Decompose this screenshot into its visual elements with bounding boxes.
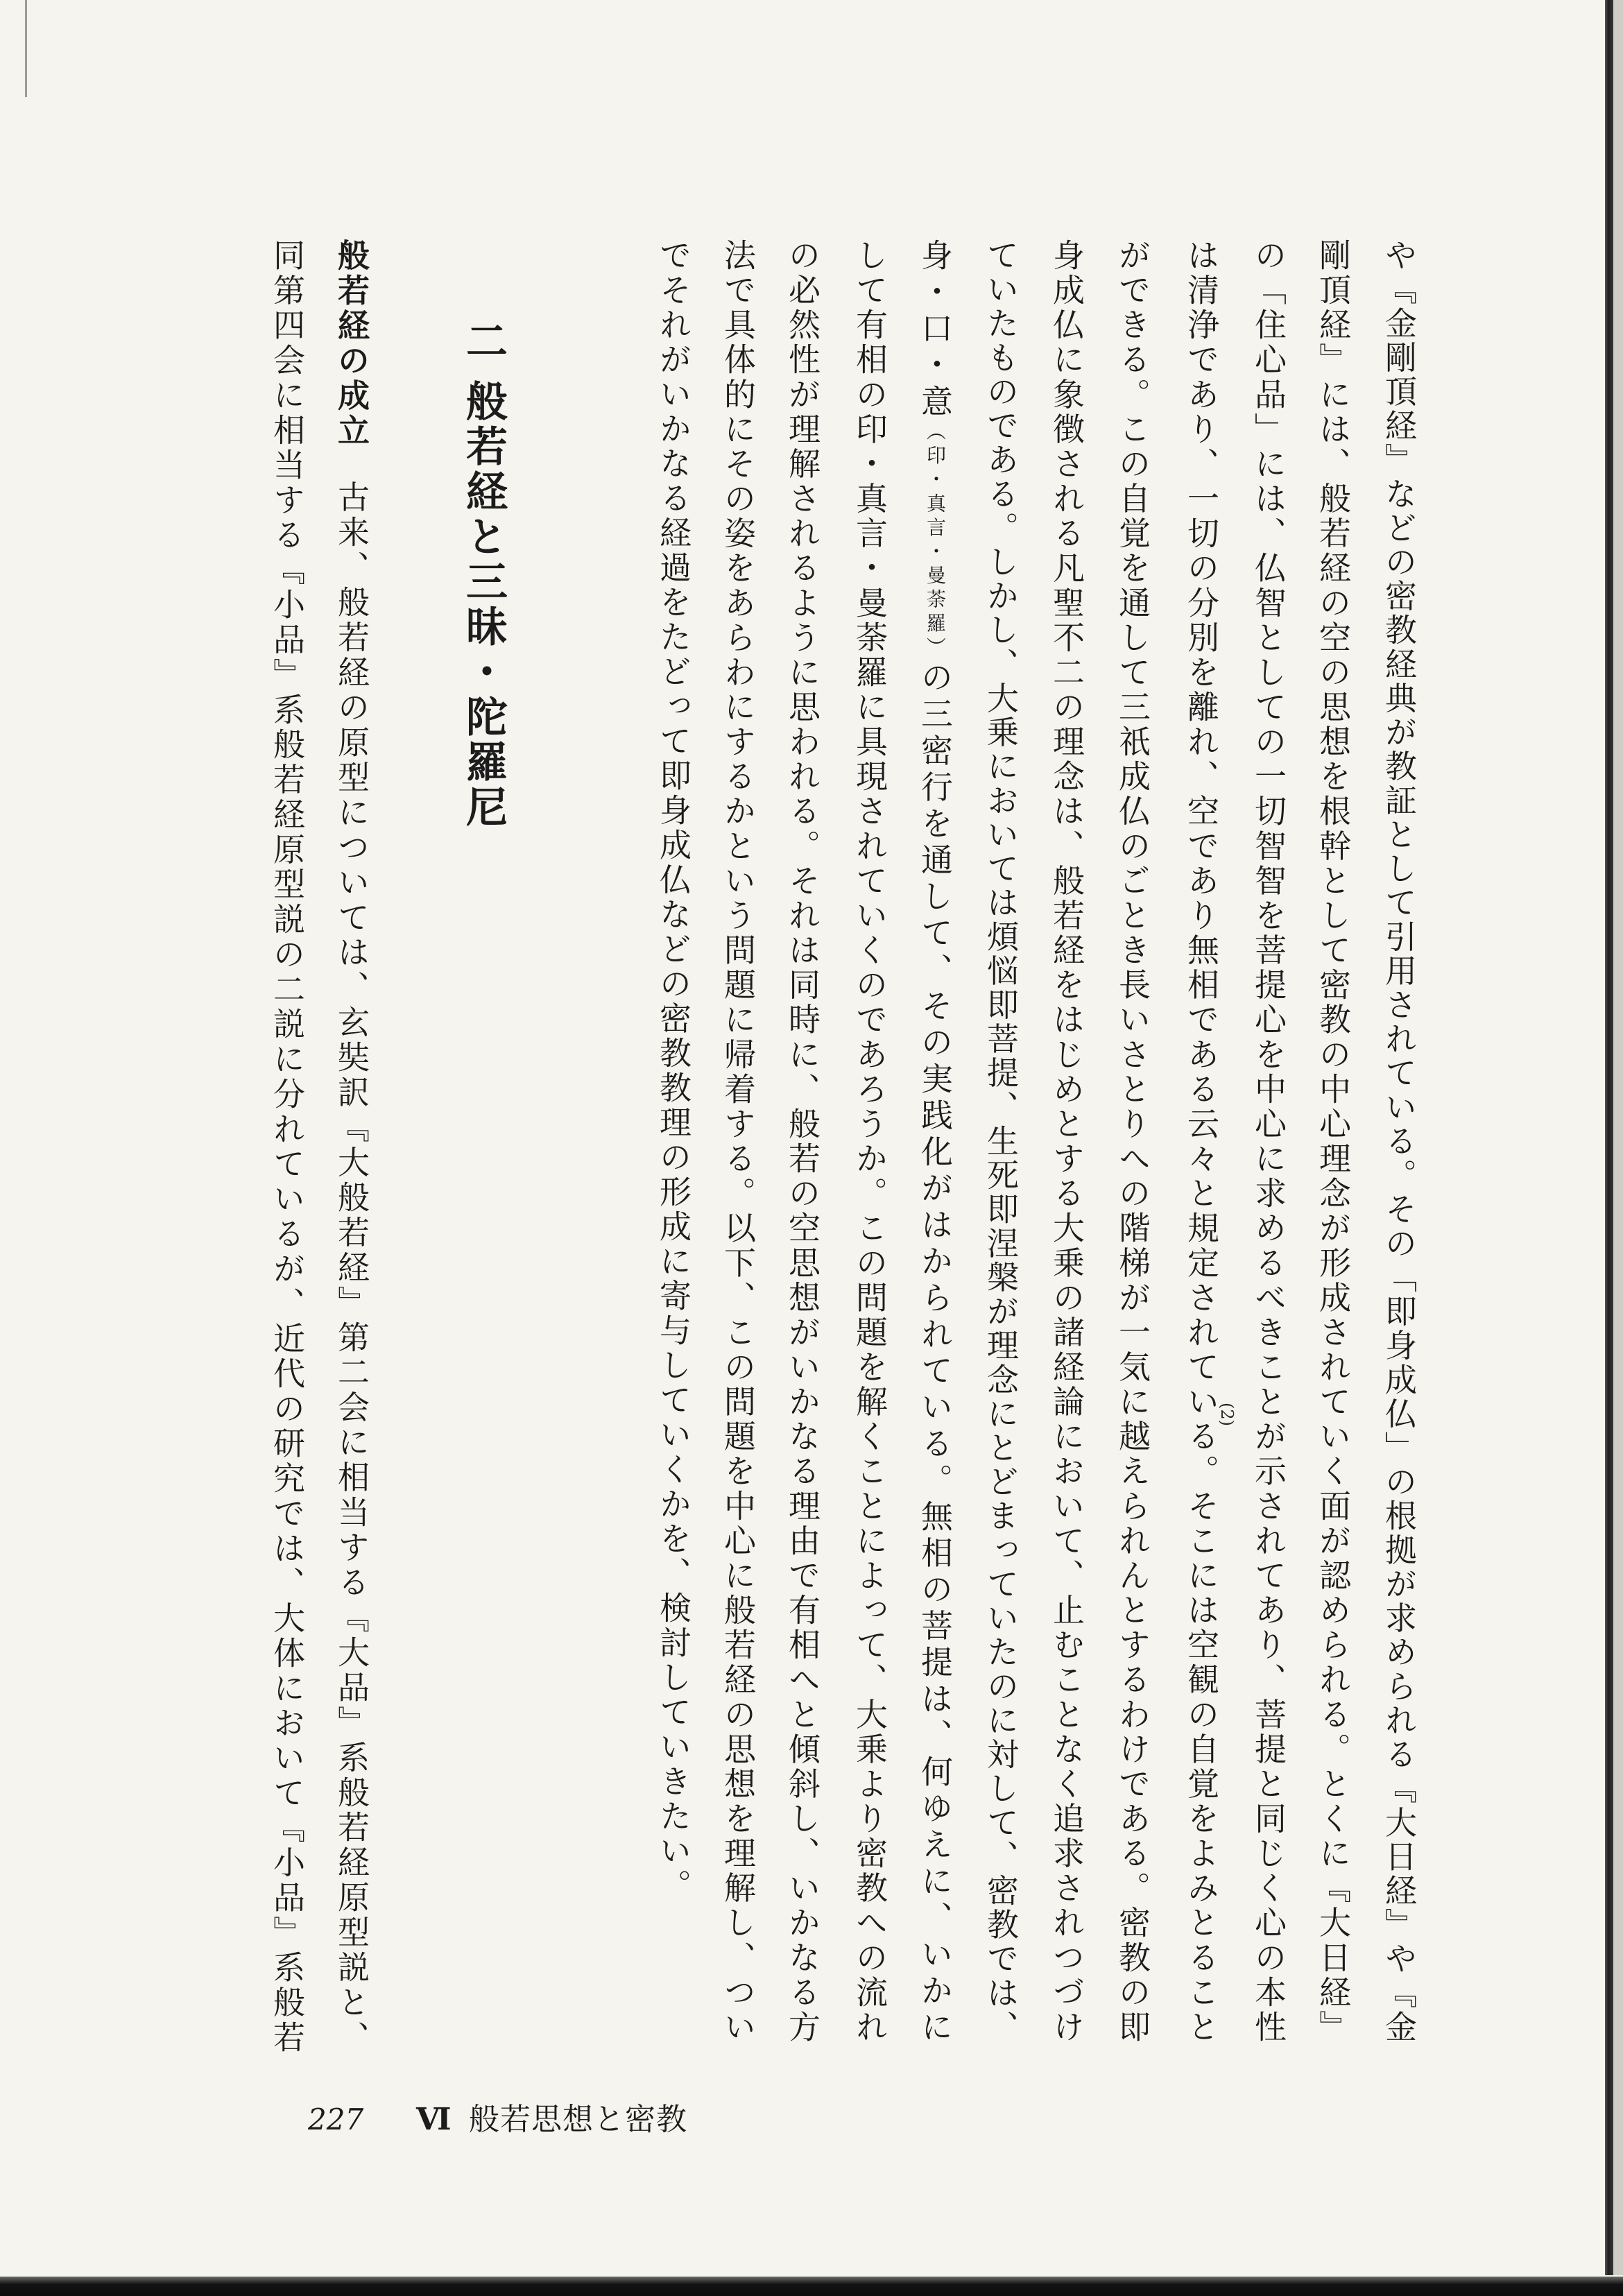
subsection-column	[329, 239, 374, 2053]
body-column	[1246, 239, 1291, 2042]
body-column-text: 剛頂経』には、般若経の空の思想を根幹として密教の中心理念が形成されていく面が認められる。とくに『大日経』	[1314, 239, 1352, 2042]
body-column	[651, 239, 696, 2042]
page-number: 227	[308, 2102, 364, 2136]
body-column-text: は清浄であり、一切の分別を離れ、空であり無相である云々と規定されている。そこには空観の自覚をよみとること	[1183, 239, 1220, 2042]
body-column-text: の必然性が理解されるように思われる。それは同時に、般若の空思想がいかなる理由で有相へと傾斜し、いかなる方	[784, 239, 821, 2042]
body-column	[1377, 239, 1421, 2042]
scan-edge-margin-right	[1613, 0, 1623, 2275]
footnote-ref: (2)	[1217, 1403, 1237, 1426]
body-column-text: 身成仏に象徴される凡聖不二の理念は、般若経をはじめとする大乗の諸経論において、止むことなく追求されつづけ	[1048, 239, 1085, 2042]
subsection-column-text: 古来、般若経の原型については、玄奘訳『大般若経』第二会に相当する『大品』系般若経原型説と、	[333, 480, 370, 2053]
body-column-text: して有相の印・真言・曼荼羅に具現されていくのであろうか。この問題を解くことによって、大乗より密教への流れ	[851, 239, 888, 2042]
subsection-column-text: 同第四会に相当する『小品』系般若経原型説の二説に分れているが、近代の研究では、大体において『小品』系般若	[268, 239, 306, 2053]
body-column	[979, 239, 1023, 2042]
body-column	[1179, 239, 1223, 2042]
section-heading	[458, 319, 509, 830]
section-title: 般若経と三昧・陀羅尼	[459, 379, 508, 830]
body-column-text: でそれがいかなる経過をたどって即身成仏などの密教教理の形成に寄与していくかを、検討していきたい。	[655, 239, 692, 1903]
section-number: 二	[459, 319, 508, 364]
body-column	[913, 239, 957, 2042]
parenthetical-gloss: （印・真言・曼荼羅）	[924, 420, 947, 661]
body-column	[1110, 239, 1155, 2042]
body-column	[716, 239, 760, 2042]
subsection-heading: 般若経の成立	[333, 239, 370, 449]
body-column	[848, 239, 892, 2042]
body-column-text: ていたものである。しかし、大乗においては煩悩即菩提、生死即涅槃が理念にとどまっていたのに対して、密教では、	[982, 239, 1020, 2043]
body-column	[1045, 239, 1089, 2042]
subsection-column	[265, 239, 309, 2053]
page-footer	[0, 2099, 763, 2141]
body-column-text: の「住心品」には、仏智としての一切智智を菩提心を中心に求めるべきことが示されてあり、菩提と同じく心の本性	[1250, 239, 1287, 2042]
scan-edge-left	[25, 0, 27, 97]
body-column-text: や『金剛頂経』などの密教経典が教証として引用されている。その「即身成仏」の根拠が求められる『大日経』や『金	[1380, 239, 1418, 2042]
scan-edge-shadow-bottom	[0, 2277, 1623, 2296]
body-column-text: 法で具体的にその姿をあらわにするかという問題に帰着する。以下、この問題を中心に般若経の思想を理解し、つい	[719, 239, 757, 2042]
body-column-text: 身・口・意	[916, 239, 954, 421]
body-column	[780, 239, 825, 2042]
body-column-text: の三密行を通して、その実践化がはかられている。無相の菩提は、何ゆえに、いかに	[916, 660, 954, 2043]
chapter-numeral: Ⅵ	[416, 2102, 452, 2137]
chapter-title: 般若思想と密教	[469, 2102, 687, 2137]
body-column-text: ができる。この自覚を通して三祇成仏のごとき長いさとりへの階梯が一気に越えられんとするわけである。密教の即	[1114, 239, 1151, 2042]
body-column	[1311, 239, 1355, 2042]
scan-edge-shadow-right	[1605, 0, 1613, 2275]
